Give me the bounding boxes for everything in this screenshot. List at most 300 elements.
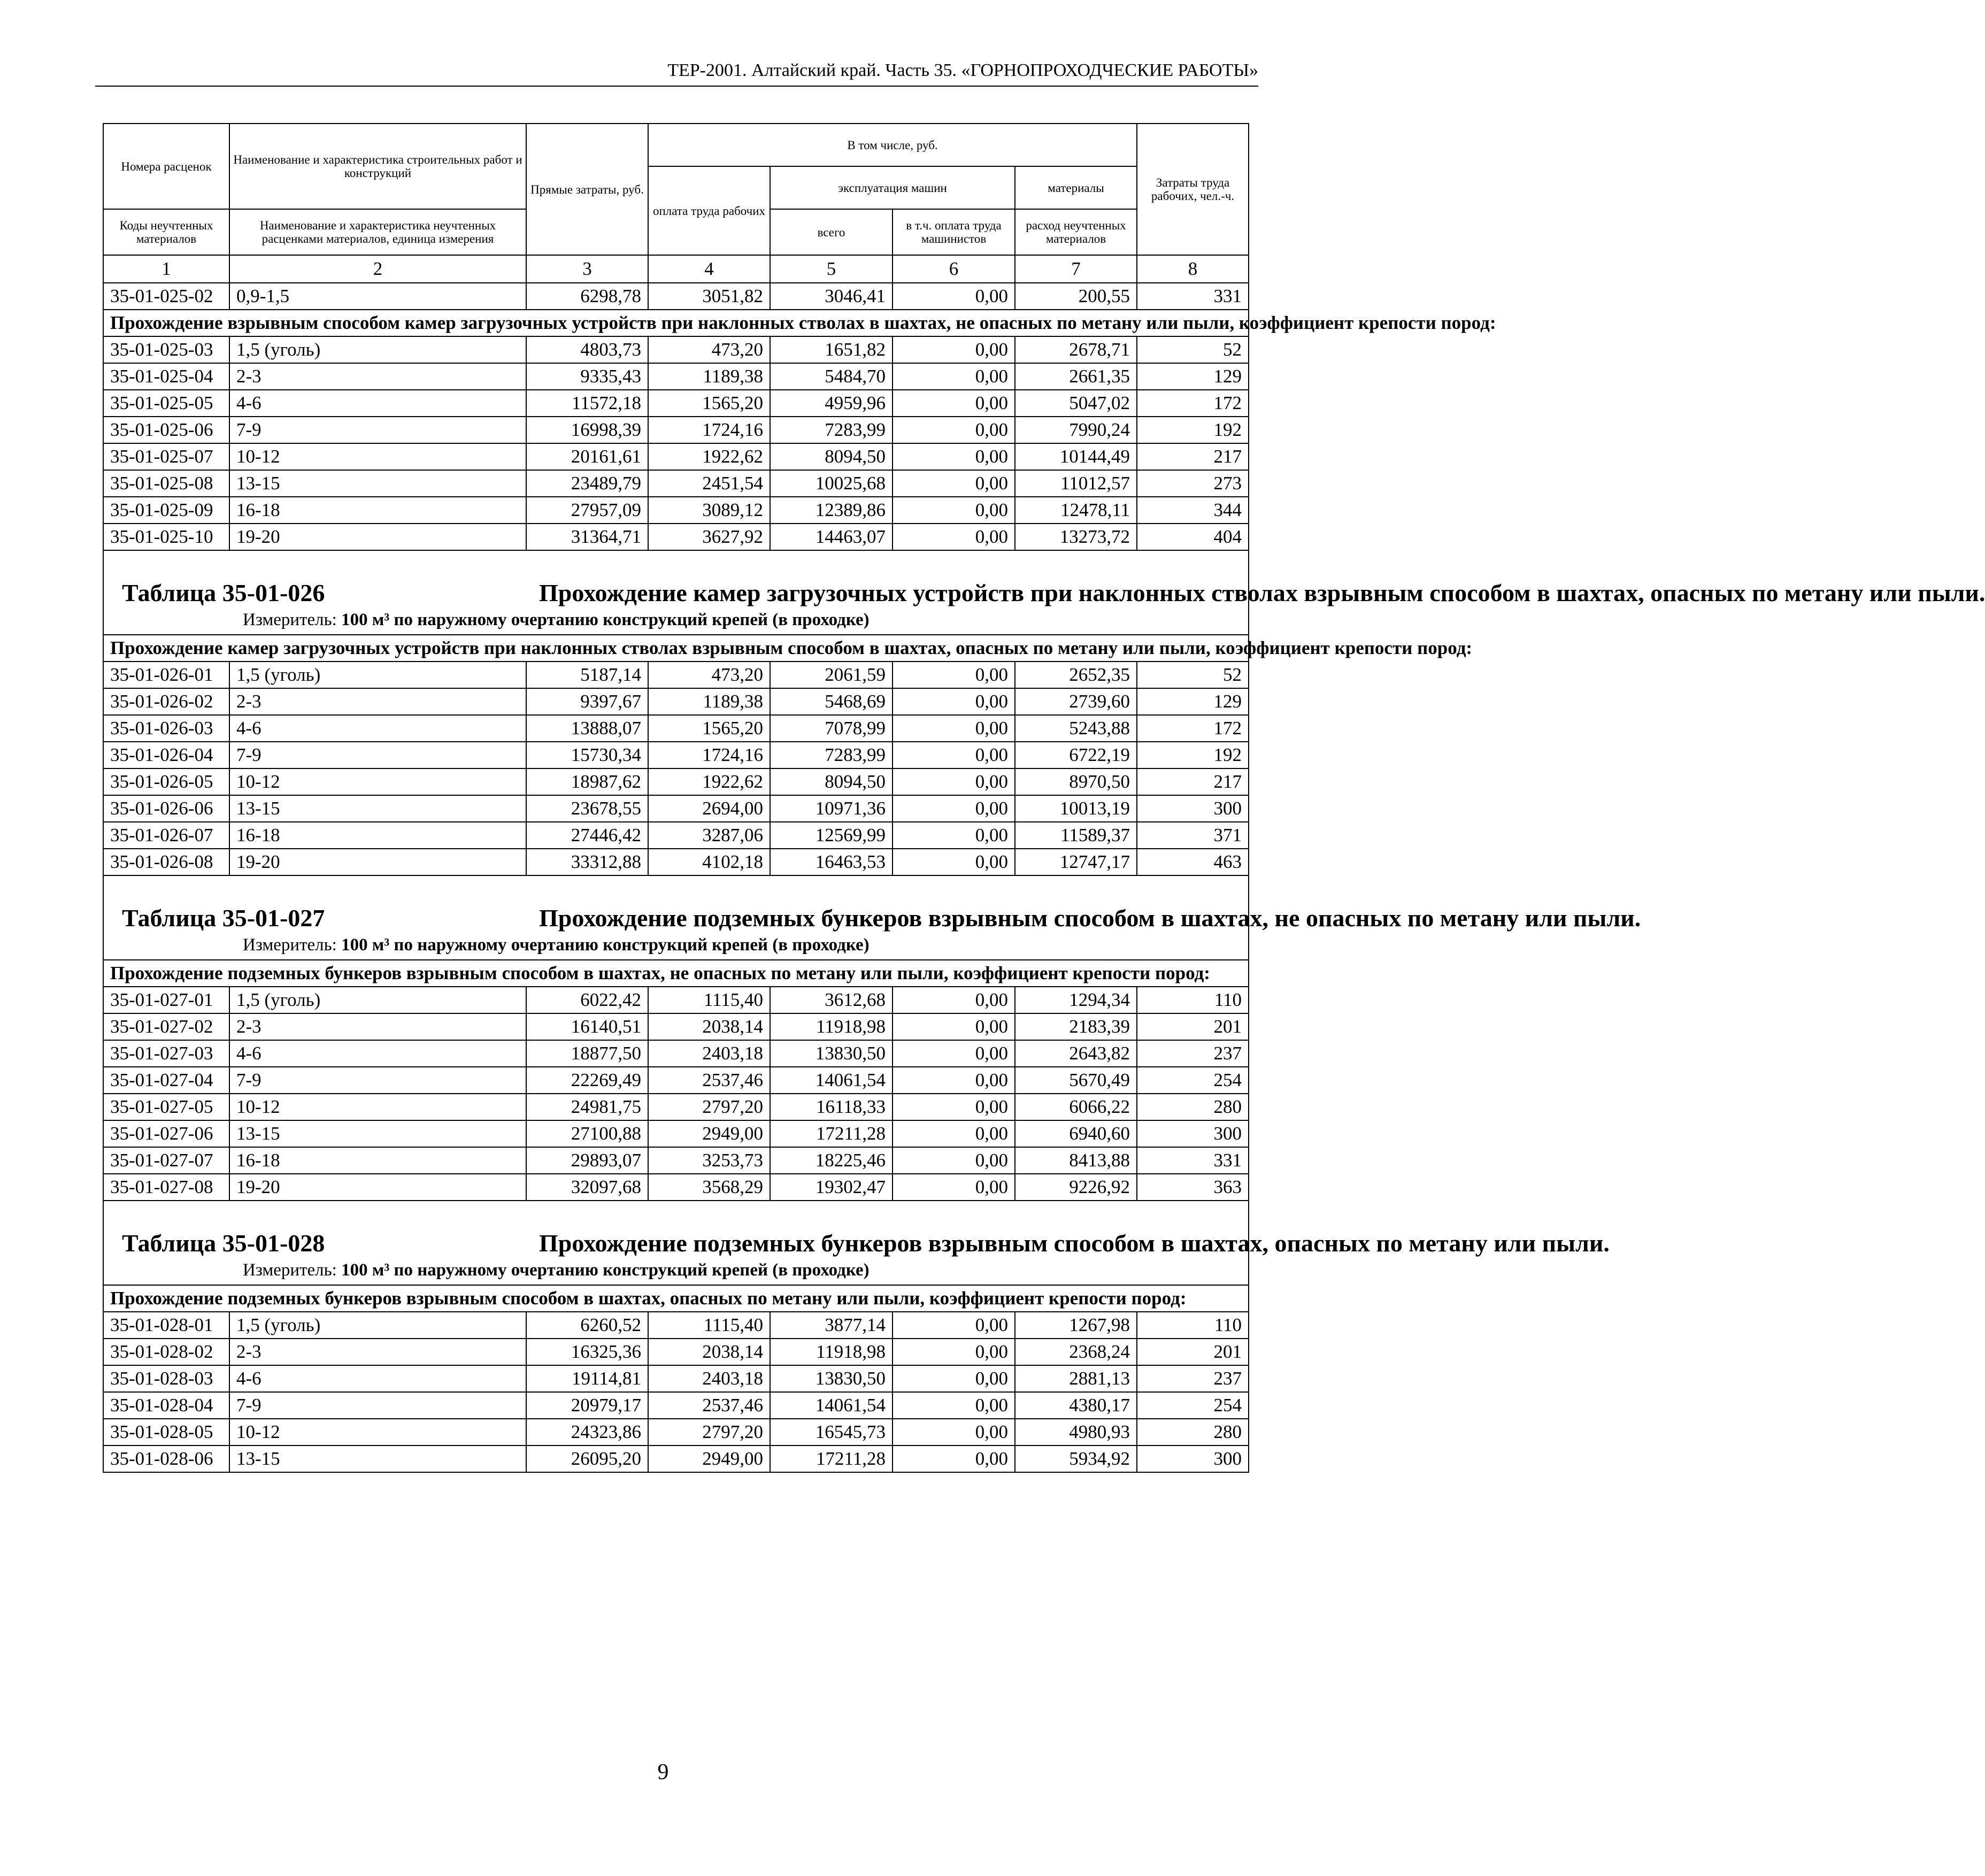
materials-value: 6722,19 [1015,742,1137,768]
labor-hours-value: 300 [1137,795,1249,822]
materials-value: 11012,57 [1015,470,1137,497]
rock-hardness: 4-6 [229,1365,526,1392]
materials-value: 5934,92 [1015,1446,1137,1472]
table-number: Таблица 35-01-028 [122,1229,325,1257]
section-row [103,635,1249,662]
machinists-pay-value: 0,00 [893,1339,1015,1365]
col-number: 3 [526,255,648,283]
labor-pay-value: 2797,20 [648,1094,770,1120]
rock-hardness: 13-15 [229,1446,526,1472]
table-row [103,336,1249,363]
direct-cost-value: 20979,17 [526,1392,648,1419]
labor-pay-value: 1565,20 [648,715,770,742]
labor-pay-value: 3287,06 [648,822,770,849]
table-row [103,1174,1249,1201]
machinists-pay-value: 0,00 [893,1174,1015,1201]
table-row [103,1392,1249,1419]
direct-cost-value: 9335,43 [526,363,648,390]
labor-pay-value: 4102,18 [648,849,770,875]
machines-total-value: 16118,33 [770,1094,893,1120]
table-title: Прохождение подземных бункеров взрывным способом в шахтах, не опасных по метану или пыли. [539,904,1641,932]
rock-hardness: 2-3 [229,363,526,390]
machinists-pay-value: 0,00 [893,363,1015,390]
running-header: ТЕР-2001. Алтайский край. Часть 35. «ГОРНОПРОХОДЧЕСКИЕ РАБОТЫ» [95,56,1258,87]
machinists-pay-value: 0,00 [893,1040,1015,1067]
labor-pay-value: 473,20 [648,336,770,363]
machines-total-value: 17211,28 [770,1120,893,1147]
labor-hours-value: 371 [1137,822,1249,849]
machines-total-value: 17211,28 [770,1446,893,1472]
materials-value: 2881,13 [1015,1365,1137,1392]
table-row [103,1365,1249,1392]
machinists-pay-value: 0,00 [893,715,1015,742]
direct-cost-value: 29893,07 [526,1147,648,1174]
rate-code: 35-01-025-08 [103,470,229,497]
labor-pay-value: 1724,16 [648,742,770,768]
direct-cost-value: 20161,61 [526,443,648,470]
section-title: Прохождение подземных бункеров взрывным способом в шахтах, не опасных по метану или пыли, коэффициент крепости пород: [103,960,1249,987]
machines-total-value: 4959,96 [770,390,893,417]
machinists-pay-value: 0,00 [893,1120,1015,1147]
machines-total-value: 11918,98 [770,1013,893,1040]
materials-value: 1267,98 [1015,1312,1137,1339]
machinists-pay-value: 0,00 [893,1013,1015,1040]
rate-code: 35-01-025-06 [103,417,229,443]
head-labor-pay: оплата труда рабочих [648,166,770,255]
labor-pay-value: 1724,16 [648,417,770,443]
direct-cost-value: 33312,88 [526,849,648,875]
table-number: Таблица 35-01-026 [122,579,325,606]
rate-code: 35-01-026-01 [103,662,229,688]
labor-hours-value: 192 [1137,742,1249,768]
table-row [103,390,1249,417]
direct-cost-value: 23678,55 [526,795,648,822]
machines-total-value: 14061,54 [770,1067,893,1094]
section-title: Прохождение камер загрузочных устройств при наклонных стволах взрывным способом в шахтах, опасных по метану или пыли, коэффициент крепости пород: [103,635,1249,662]
rock-hardness: 19-20 [229,524,526,550]
head-work-name: Наименование и характеристика строительных работ и конструкций [229,124,526,209]
labor-hours-value: 237 [1137,1040,1249,1067]
col-number: 8 [1137,255,1249,283]
labor-hours-value: 254 [1137,1067,1249,1094]
materials-value: 11589,37 [1015,822,1137,849]
direct-cost-value: 4803,73 [526,336,648,363]
rock-hardness: 10-12 [229,768,526,795]
machines-total-value: 3877,14 [770,1312,893,1339]
rock-hardness: 1,5 (уголь) [229,987,526,1013]
rate-code: 35-01-026-03 [103,715,229,742]
materials-value: 5670,49 [1015,1067,1137,1094]
machinists-pay-value: 0,00 [893,1446,1015,1472]
table-row [103,470,1249,497]
table-title-cell [103,875,1641,960]
machinists-pay-value: 0,00 [893,1067,1015,1094]
direct-cost-value: 18877,50 [526,1040,648,1067]
labor-hours-value: 192 [1137,417,1249,443]
materials-value: 10144,49 [1015,443,1137,470]
machinists-pay-value: 0,00 [893,470,1015,497]
direct-cost-value: 27446,42 [526,822,648,849]
rock-hardness: 13-15 [229,470,526,497]
labor-hours-value: 463 [1137,849,1249,875]
rate-code: 35-01-026-08 [103,849,229,875]
rate-code: 35-01-026-07 [103,822,229,849]
head-materials: материалы [1015,166,1137,209]
machinists-pay-value: 0,00 [893,795,1015,822]
head-machines-total: всего [770,209,893,255]
table-row [103,742,1249,768]
table-row [103,1120,1249,1147]
section-row [103,960,1249,987]
rate-code: 35-01-027-07 [103,1147,229,1174]
labor-hours-value: 129 [1137,363,1249,390]
rate-code: 35-01-026-06 [103,795,229,822]
table-title: Прохождение подземных бункеров взрывным способом в шахтах, опасных по метану или пыли. [539,1229,1610,1257]
machines-total-value: 12569,99 [770,822,893,849]
rate-code: 35-01-027-04 [103,1067,229,1094]
machinists-pay-value: 0,00 [893,497,1015,524]
table-row [103,1067,1249,1094]
machinists-pay-value: 0,00 [893,822,1015,849]
machines-total-value: 19302,47 [770,1174,893,1201]
rock-hardness: 10-12 [229,1419,526,1446]
rock-hardness: 4-6 [229,1040,526,1067]
labor-hours-value: 331 [1137,1147,1249,1174]
table-row [103,1040,1249,1067]
rock-hardness: 1,5 (уголь) [229,1312,526,1339]
labor-hours-value: 363 [1137,1174,1249,1201]
direct-cost-value: 27957,09 [526,497,648,524]
machines-total-value: 8094,50 [770,768,893,795]
materials-value: 2368,24 [1015,1339,1137,1365]
labor-pay-value: 2451,54 [648,470,770,497]
table-row [103,768,1249,795]
machinists-pay-value: 0,00 [893,1094,1015,1120]
rock-hardness: 13-15 [229,795,526,822]
head-machinists-pay: в т.ч. оплата труда машинистов [893,209,1015,255]
rate-code: 35-01-025-04 [103,363,229,390]
materials-value: 8970,50 [1015,768,1137,795]
measurement-label: Измеритель: [243,935,337,955]
labor-pay-value: 1565,20 [648,390,770,417]
materials-value: 1294,34 [1015,987,1137,1013]
labor-hours-value: 344 [1137,497,1249,524]
machines-total-value: 5484,70 [770,363,893,390]
direct-cost-value: 13888,07 [526,715,648,742]
materials-value: 6066,22 [1015,1094,1137,1120]
measurement-unit [243,1259,1188,1281]
materials-value: 12478,11 [1015,497,1137,524]
head-rate-numbers: Номера расценок [103,124,229,209]
rate-code: 35-01-028-05 [103,1419,229,1446]
machines-total-value: 16545,73 [770,1419,893,1446]
direct-cost-value: 18987,62 [526,768,648,795]
labor-hours-value: 217 [1137,768,1249,795]
direct-cost-value: 31364,71 [526,524,648,550]
rock-hardness: 19-20 [229,1174,526,1201]
materials-value: 2652,35 [1015,662,1137,688]
labor-pay-value: 1922,62 [648,443,770,470]
machinists-pay-value: 0,00 [893,336,1015,363]
table-row [103,363,1249,390]
labor-hours-value: 172 [1137,715,1249,742]
table-row [103,987,1249,1013]
machines-total-value: 3046,41 [770,283,893,310]
measurement-value: 100 м³ по наружному очертанию конструкций крепей (в проходке) [341,610,870,629]
table-row [103,1094,1249,1120]
rock-hardness: 1,5 (уголь) [229,662,526,688]
head-machines: эксплуатация машин [770,166,1015,209]
rock-hardness: 2-3 [229,1013,526,1040]
machinists-pay-value: 0,00 [893,1312,1015,1339]
rate-code: 35-01-028-06 [103,1446,229,1472]
machinists-pay-value: 0,00 [893,417,1015,443]
rock-hardness: 16-18 [229,497,526,524]
direct-cost-value: 5187,14 [526,662,648,688]
section-title: Прохождение взрывным способом камер загрузочных устройств при наклонных стволах в шахтах, не опасных по метану или пыли, коэффициент крепости пород: [103,310,1249,336]
rate-code: 35-01-025-05 [103,390,229,417]
labor-hours-value: 331 [1137,283,1249,310]
table-title-row [103,1201,1249,1285]
materials-value: 10013,19 [1015,795,1137,822]
labor-hours-value: 254 [1137,1392,1249,1419]
labor-pay-value: 1922,62 [648,768,770,795]
section-row [103,310,1249,336]
machines-total-value: 18225,46 [770,1147,893,1174]
rock-hardness: 2-3 [229,1339,526,1365]
rate-code: 35-01-028-04 [103,1392,229,1419]
rock-hardness: 16-18 [229,822,526,849]
machinists-pay-value: 0,00 [893,1365,1015,1392]
table-row [103,443,1249,470]
materials-value: 13273,72 [1015,524,1137,550]
machinists-pay-value: 0,00 [893,849,1015,875]
col-number: 6 [893,255,1015,283]
table-row [103,283,1249,310]
machines-total-value: 13830,50 [770,1365,893,1392]
labor-hours-value: 300 [1137,1120,1249,1147]
labor-hours-value: 52 [1137,662,1249,688]
materials-value: 5047,02 [1015,390,1137,417]
labor-pay-value: 3089,12 [648,497,770,524]
machines-total-value: 1651,82 [770,336,893,363]
direct-cost-value: 6260,52 [526,1312,648,1339]
labor-hours-value: 217 [1137,443,1249,470]
direct-cost-value: 19114,81 [526,1365,648,1392]
direct-cost-value: 24981,75 [526,1094,648,1120]
direct-cost-value: 27100,88 [526,1120,648,1147]
machinists-pay-value: 0,00 [893,443,1015,470]
direct-cost-value: 11572,18 [526,390,648,417]
table-row [103,795,1249,822]
measurement-unit [243,609,1188,631]
materials-value: 2678,71 [1015,336,1137,363]
machines-total-value: 3612,68 [770,987,893,1013]
measurement-unit [243,934,1188,956]
materials-value: 4980,93 [1015,1419,1137,1446]
machinists-pay-value: 0,00 [893,742,1015,768]
rock-hardness: 16-18 [229,1147,526,1174]
table-title-block [110,1201,1610,1285]
table-row [103,715,1249,742]
direct-cost-value: 23489,79 [526,470,648,497]
machines-total-value: 2061,59 [770,662,893,688]
labor-hours-value: 280 [1137,1419,1249,1446]
section-title: Прохождение подземных бункеров взрывным способом в шахтах, опасных по метану или пыли, коэффициент крепости пород: [103,1285,1249,1312]
direct-cost-value: 22269,49 [526,1067,648,1094]
rock-hardness: 2-3 [229,688,526,715]
rate-code: 35-01-027-05 [103,1094,229,1120]
table-row [103,822,1249,849]
rate-code: 35-01-027-01 [103,987,229,1013]
col-number: 5 [770,255,893,283]
table-row [103,497,1249,524]
materials-value: 12747,17 [1015,849,1137,875]
measurement-label: Измеритель: [243,1260,337,1280]
labor-hours-value: 237 [1137,1365,1249,1392]
labor-hours-value: 172 [1137,390,1249,417]
table-number: Таблица 35-01-027 [122,904,325,932]
col-number: 4 [648,255,770,283]
labor-pay-value: 1115,40 [648,1312,770,1339]
machines-total-value: 13830,50 [770,1040,893,1067]
labor-pay-value: 2537,46 [648,1067,770,1094]
rate-code: 35-01-028-02 [103,1339,229,1365]
machinists-pay-value: 0,00 [893,390,1015,417]
labor-pay-value: 3253,73 [648,1147,770,1174]
labor-hours-value: 273 [1137,470,1249,497]
labor-pay-value: 3568,29 [648,1174,770,1201]
labor-pay-value: 3051,82 [648,283,770,310]
materials-value: 6940,60 [1015,1120,1137,1147]
machinists-pay-value: 0,00 [893,283,1015,310]
machinists-pay-value: 0,00 [893,768,1015,795]
table-row [103,417,1249,443]
table-row [103,1013,1249,1040]
labor-pay-value: 2038,14 [648,1013,770,1040]
materials-value: 200,55 [1015,283,1137,310]
page-number: 9 [657,1760,669,1785]
direct-cost-value: 15730,34 [526,742,648,768]
rate-code: 35-01-025-09 [103,497,229,524]
labor-pay-value: 3627,92 [648,524,770,550]
labor-pay-value: 2797,20 [648,1419,770,1446]
head-labor-hours: Затраты труда рабочих, чел.-ч. [1137,124,1249,255]
machinists-pay-value: 0,00 [893,688,1015,715]
labor-hours-value: 300 [1137,1446,1249,1472]
table-title-row [103,875,1249,960]
labor-hours-value: 404 [1137,524,1249,550]
labor-hours-value: 110 [1137,1312,1249,1339]
rock-hardness: 19-20 [229,849,526,875]
direct-cost-value: 16325,36 [526,1339,648,1365]
machinists-pay-value: 0,00 [893,524,1015,550]
direct-cost-value: 16998,39 [526,417,648,443]
labor-pay-value: 1189,38 [648,688,770,715]
machines-total-value: 14463,07 [770,524,893,550]
machinists-pay-value: 0,00 [893,1419,1015,1446]
rock-hardness: 10-12 [229,1094,526,1120]
machines-total-value: 7283,99 [770,417,893,443]
machinists-pay-value: 0,00 [893,1392,1015,1419]
materials-value: 9226,92 [1015,1174,1137,1201]
rate-code: 35-01-028-01 [103,1312,229,1339]
col-number: 1 [103,255,229,283]
rock-hardness: 1,5 (уголь) [229,336,526,363]
direct-cost-value: 26095,20 [526,1446,648,1472]
materials-value: 8413,88 [1015,1147,1137,1174]
rate-code: 35-01-028-03 [103,1365,229,1392]
labor-hours-value: 52 [1137,336,1249,363]
measurement-label: Измеритель: [243,610,337,629]
labor-hours-value: 110 [1137,987,1249,1013]
direct-cost-value: 16140,51 [526,1013,648,1040]
measurement-value: 100 м³ по наружному очертанию конструкций крепей (в проходке) [341,1260,870,1280]
rock-hardness: 4-6 [229,390,526,417]
rate-code: 35-01-026-04 [103,742,229,768]
materials-value: 2739,60 [1015,688,1137,715]
machines-total-value: 5468,69 [770,688,893,715]
table-row [103,849,1249,875]
table-row [103,1147,1249,1174]
table-row [103,1419,1249,1446]
rate-code: 35-01-027-08 [103,1174,229,1201]
head-material-codes: Коды неучтенных материалов [103,209,229,255]
table-row [103,688,1249,715]
table-title-block [110,876,1641,959]
table-row [103,662,1249,688]
rate-code: 35-01-027-06 [103,1120,229,1147]
rock-hardness: 13-15 [229,1120,526,1147]
rate-code: 35-01-025-10 [103,524,229,550]
machines-total-value: 10971,36 [770,795,893,822]
table-row [103,1339,1249,1365]
labor-hours-value: 201 [1137,1339,1249,1365]
machinists-pay-value: 0,00 [893,987,1015,1013]
machines-total-value: 14061,54 [770,1392,893,1419]
rock-hardness: 7-9 [229,417,526,443]
labor-pay-value: 2403,18 [648,1040,770,1067]
col-number: 2 [229,255,526,283]
table-row [103,524,1249,550]
column-numbers-row [103,255,1249,283]
materials-value: 2661,35 [1015,363,1137,390]
rate-code: 35-01-027-03 [103,1040,229,1067]
direct-cost-value: 6298,78 [526,283,648,310]
measurement-value: 100 м³ по наружному очертанию конструкций крепей (в проходке) [341,935,870,955]
materials-value: 2643,82 [1015,1040,1137,1067]
rate-code: 35-01-026-02 [103,688,229,715]
materials-value: 5243,88 [1015,715,1137,742]
direct-cost-value: 24323,86 [526,1419,648,1446]
rate-code: 35-01-025-07 [103,443,229,470]
materials-value: 2183,39 [1015,1013,1137,1040]
machines-total-value: 16463,53 [770,849,893,875]
rate-code: 35-01-025-03 [103,336,229,363]
labor-hours-value: 280 [1137,1094,1249,1120]
direct-cost-value: 32097,68 [526,1174,648,1201]
col-number: 7 [1015,255,1137,283]
rock-hardness: 7-9 [229,742,526,768]
rock-hardness: 10-12 [229,443,526,470]
table-title-row [103,550,1249,635]
labor-hours-value: 201 [1137,1013,1249,1040]
table-row [103,1446,1249,1472]
head-material-names: Наименование и характеристика неучтенных расценками материалов, единица измерения [229,209,526,255]
rate-code: 35-01-025-02 [103,283,229,310]
rate-code: 35-01-027-02 [103,1013,229,1040]
rock-hardness: 7-9 [229,1392,526,1419]
